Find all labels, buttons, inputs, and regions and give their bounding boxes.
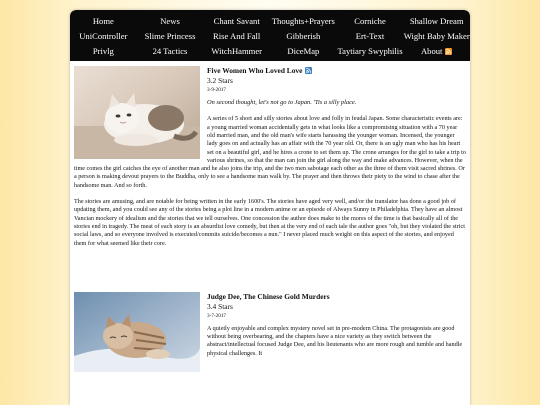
rss-feed-icon[interactable]	[305, 67, 312, 74]
rss-feed-icon[interactable]	[445, 48, 452, 55]
review-title[interactable]: Judge Dee, The Chinese Gold Murders	[207, 291, 330, 301]
review-entry	[74, 292, 466, 358]
nav-ert-text[interactable]: Ert-Text	[355, 31, 385, 41]
nav-24-tactics[interactable]: 24 Tactics	[152, 46, 188, 56]
nav-news[interactable]: News	[160, 16, 180, 26]
nav-rise-and-fall[interactable]: Rise And Fall	[213, 31, 261, 41]
nav-about[interactable]: About	[420, 46, 443, 56]
review-lead: On second thought, let's not go to Japan. 'Tis a silly place.	[207, 99, 357, 106]
nav-chant-savant[interactable]: Chant Savant	[213, 16, 260, 26]
review-paragraph: A series of 5 short and silly stories about love and folly in feudal Japan. Some characteristic events are: a young married woman accidentally gets in what looks like a compromising situation with a 70 year old married man, and the old man's wife starts harassing the younger woman. Incensed, the younger lady goes on and actually has an affair with the 70 year old. Or, there is an ugly man who has his heart set on a beautiful girl, and he hires a crone to set them up. The crone arranges for the girl to take a trip to various shrines, so that the man can join the girl along the way and make advances. However, when the time comes the girl catches the eye of another man and he also joins the trip, and the two men sabotage each other as the three of them visit sacred shrines. Or a person is making devout prayers to the Buddha, only to see a handsome man walk by. The prayer and then throws their piety to the wind to chase after the handsome man. And so forth.	[74, 115, 466, 189]
main-content	[70, 61, 470, 358]
cat-photo	[74, 66, 200, 159]
nav-privlg[interactable]: Privlg	[92, 46, 114, 56]
nav-unicontroller[interactable]: UniController	[79, 31, 128, 41]
review-paragraph: The stories are amusing, and are notable for being written in the early 1600's. The stories have aged very well, and/or the translator has done a good job of updating them, and you could see any of the stories being a plot line in a modern anime or an episode of Always Sunny in Philadelphia. They have an almost Vancian mockery of idealism and the stories that we tell ourselves. One concession the author does make to the mores of the time is that basically all of the stories end in tragedy. The meat of each story is an absurdist love comedy, but then at the very end of each tale the author goes "oh, but they violated the strict social laws, and so everyone involved is executed/commits suicide/becomes a nun." I never placed much weight on this aspect of the stories, and enjoyed them for what seemed like their core.	[74, 198, 465, 247]
nav-gibberish[interactable]: Gibberish	[286, 31, 321, 41]
review-paragraph: A quietly enjoyable and complex mystery novel set in pre-modern China. The protagonists are good without being overbearing, and the chapters have a nice variety as they switch between the abstract/intellectual focused Judge Dee, and his lieutenants who are more rough and tumble and handle physical challenges. It	[207, 324, 463, 357]
review-stars: 3.4 Stars	[207, 301, 233, 311]
review-title[interactable]: Five Women Who Loved Love	[207, 66, 303, 75]
nav-shallow-dream[interactable]: Shallow Dream	[409, 16, 464, 26]
review-date: 3-9-2017	[207, 87, 227, 93]
nav-home[interactable]: Home	[92, 16, 114, 26]
nav-thoughts-prayers[interactable]: Thoughts+Prayers	[271, 16, 335, 26]
nav-witchhammer[interactable]: WitchHammer	[211, 46, 263, 56]
nav-corniche[interactable]: Corniche	[354, 16, 386, 26]
nav-row-2	[70, 29, 470, 44]
review-separator	[74, 256, 466, 292]
main-nav	[70, 10, 470, 61]
page-frame	[70, 10, 470, 405]
review-date: 3-7-2017	[207, 312, 227, 319]
nav-taytiary-swyphilis[interactable]: Taytiary Swyphilis	[337, 46, 403, 56]
nav-row-1	[70, 14, 470, 29]
nav-slime-princess[interactable]: Slime Princess	[144, 31, 196, 41]
kitten-photo	[74, 292, 200, 372]
nav-row-3	[70, 44, 470, 59]
review-stars: 3.2 Stars	[207, 76, 233, 85]
nav-wight-baby-maker[interactable]: Wight Baby Maker	[403, 31, 470, 41]
nav-dicemap[interactable]: DiceMap	[287, 46, 320, 56]
nav-about-wrap	[403, 44, 470, 59]
review-entry	[74, 66, 466, 248]
